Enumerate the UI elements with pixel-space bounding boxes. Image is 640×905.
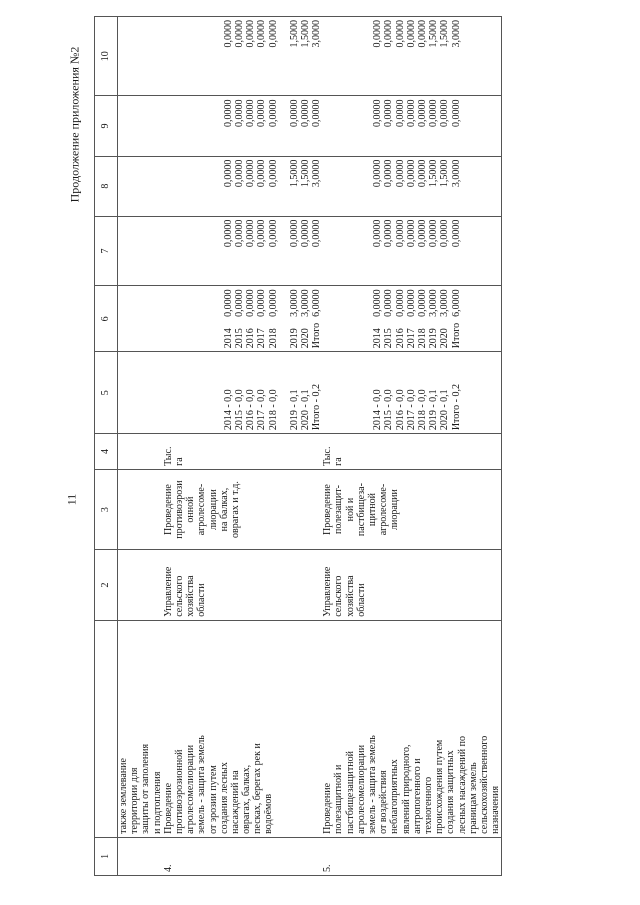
header-col-1: 1 <box>95 837 118 875</box>
table-row <box>163 17 323 876</box>
table-row <box>322 17 502 876</box>
header-col-6: 6 <box>95 286 118 352</box>
activity: Проведение полезащит- ной и пастбищеза- щитной агролесоме- лиорации <box>322 469 502 549</box>
appendix-title: Продолжение приложения №2 <box>67 46 82 203</box>
header-col-7: 7 <box>95 216 118 286</box>
num-cell <box>118 837 163 875</box>
executor: Управление сельского хозяйства области <box>163 550 323 621</box>
continued-row <box>118 17 163 876</box>
executor: Управление сельского хозяйства области <box>322 550 502 621</box>
header-col-10: 10 <box>95 17 118 96</box>
col10-values: 0,0000 0,0000 0,0000 0,0000 0,0000 1,5000 1,5000 3,0000 <box>322 17 502 96</box>
row-number: 4. <box>163 837 323 875</box>
rotated-table-container <box>94 16 564 876</box>
row-number: 5. <box>322 837 502 875</box>
header-col-8: 8 <box>95 156 118 216</box>
activity: Проведение противоэрози онной агролесоме- лиорации на балках, оврагах и т.д. <box>163 469 323 549</box>
col9-values: 0,0000 0,0000 0,0000 0,0000 0,0000 0,0000 0,0000 0,0000 <box>322 96 502 156</box>
program-table <box>94 16 502 876</box>
continued-text: также землевание территории для защиты от заполения и подтопления <box>118 620 163 837</box>
col10-values: 0,0000 0,0000 0,0000 0,0000 0,0000 1,5000 1,5000 3,0000 <box>163 17 323 96</box>
page-number: 11 <box>64 493 79 506</box>
volume-by-year: 2014 - 0,0 2015 - 0,0 2016 - 0,0 2017 - 0,0 2018 - 0,0 2019 - 0,1 2020 - 0,1 Итого - 0,2 <box>322 352 502 434</box>
header-col-5: 5 <box>95 352 118 434</box>
header-col-9: 9 <box>95 96 118 156</box>
unit: Тыс. га <box>322 434 502 470</box>
volume-by-year: 2014 - 0,0 2015 - 0,0 2016 - 0,0 2017 - 0,0 2018 - 0,0 2019 - 0,1 2020 - 0,1 Итого - 0,2 <box>163 352 323 434</box>
years-and-totals: 2014 0,0000 2015 0,0000 2016 0,0000 2017 0,0000 2018 0,0000 2019 3,0000 2020 3,0000 Итого 6,0000 <box>322 286 502 352</box>
header-col-1-wide <box>95 620 118 837</box>
header-row <box>95 17 118 876</box>
col7-values: 0,0000 0,0000 0,0000 0,0000 0,0000 0,0000 0,0000 0,0000 <box>322 216 502 286</box>
col8-values: 0,0000 0,0000 0,0000 0,0000 0,0000 1,5000 1,5000 3,0000 <box>322 156 502 216</box>
header-col-3: 3 <box>95 469 118 549</box>
unit: Тыс. га <box>163 434 323 470</box>
header-col-2: 2 <box>95 550 118 621</box>
col9-values: 0,0000 0,0000 0,0000 0,0000 0,0000 0,0000 0,0000 0,0000 <box>163 96 323 156</box>
measure-name: Проведение противоэрозионной агролесомелиорации земель - защита земель от эрозии путем создания лесных насаждений на оврагах, балках, песках, берегах рек и водоёмов <box>163 620 323 837</box>
col7-values: 0,0000 0,0000 0,0000 0,0000 0,0000 0,0000 0,0000 0,0000 <box>163 216 323 286</box>
measure-name: Проведение полезащитной и пастбищезащитной агролесомелиорации земель - защита земель от воздействия неблагоприятных явлений природного, антропогенного и техногенного происхождения путем создания защитных лесных насаждений по границам земель сельскохозяйственного назначения <box>322 620 502 837</box>
years-and-totals: 2014 0,0000 2015 0,0000 2016 0,0000 2017 0,0000 2018 0,0000 2019 3,0000 2020 3,0000 Итого 6,0000 <box>163 286 323 352</box>
header-col-4: 4 <box>95 434 118 470</box>
col8-values: 0,0000 0,0000 0,0000 0,0000 0,0000 1,5000 1,5000 3,0000 <box>163 156 323 216</box>
